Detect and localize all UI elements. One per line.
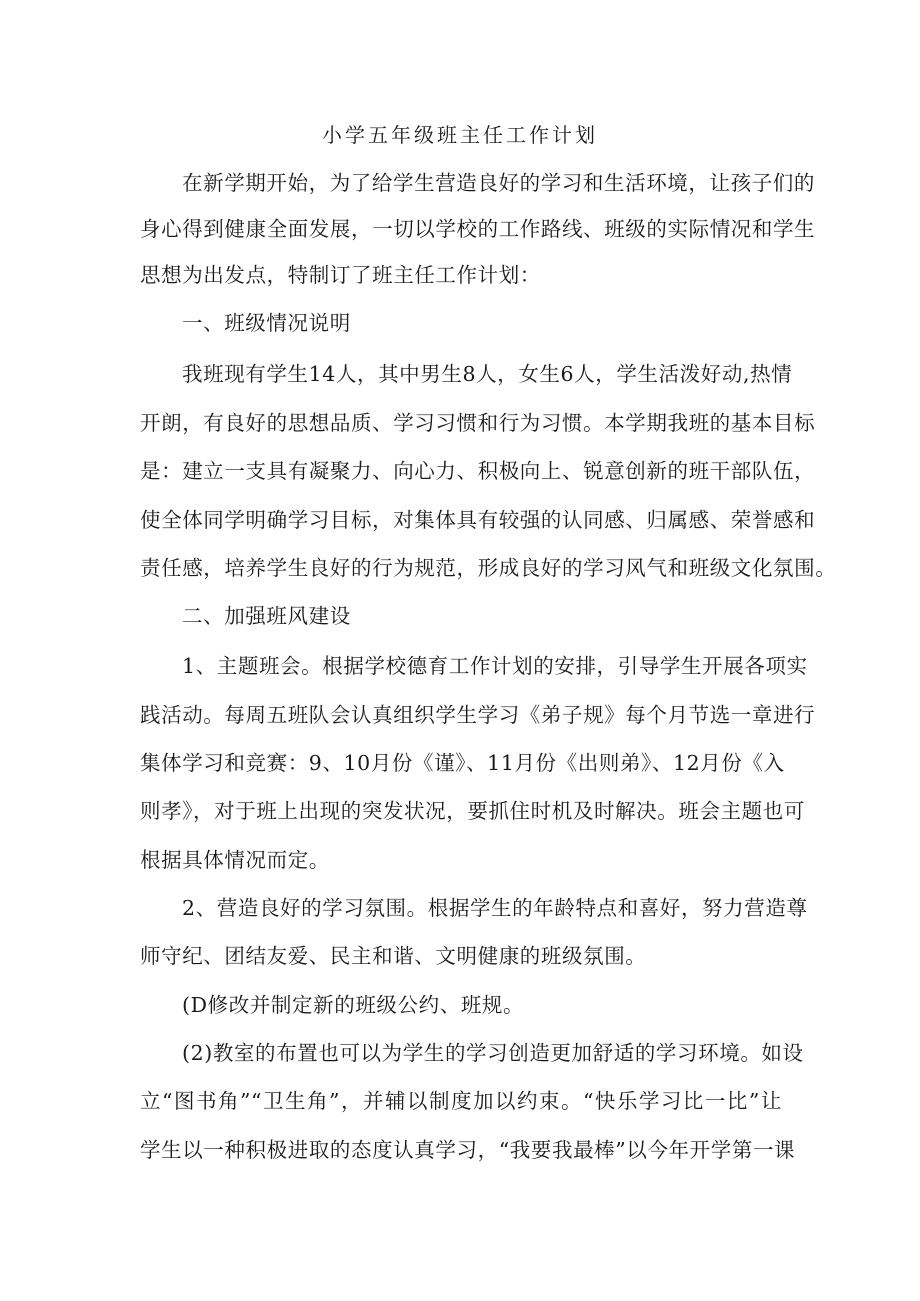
paragraph-line: 开朗，有良好的思想品质、学习习惯和行为习惯。本学期我班的基本目标 — [140, 411, 816, 435]
paragraph-line: 在新学期开始，为了给学生营造良好的学习和生活环境，让孩子们的 — [182, 171, 815, 195]
paragraph-line: 立“图书角”“卫生角”，并辅以制度加以约束。“快乐学习比一比”让 — [140, 1089, 782, 1113]
paragraph-line: 根据具体情况而定。 — [140, 848, 330, 872]
section-heading: 一、班级情况说明 — [182, 311, 351, 335]
paragraph-line: 使全体同学明确学习目标，对集体具有较强的认同感、归属感、荣誉感和 — [140, 508, 816, 532]
paragraph-line: 践活动。每周五班队会认真组织学生学习《弟子规》每个月节选一章进行 — [140, 703, 816, 727]
paragraph-line: 2、营造良好的学习氛围。根据学生的年龄特点和喜好，努力营造尊 — [182, 896, 808, 920]
paragraph-line: 则孝》，对于班上出现的突发状况，要抓住时机及时解决。班会主题也可 — [140, 799, 805, 823]
list-item: (D修改并制定新的班级公约、班规。 — [182, 993, 525, 1017]
paragraph-line: 学生以一种积极进取的态度认真学习，“我要我最棒”以今年开学第一课 — [140, 1138, 796, 1162]
paragraph-line: 是：建立一支具有凝聚力、向心力、积极向上、锐意创新的班干部队伍， — [140, 459, 816, 483]
list-item: (2)教室的布置也可以为学生的学习创造更加舒适的学习环境。如设 — [182, 1041, 804, 1065]
paragraph-line: 1、主题班会。根据学校德育工作计划的安排，引导学生开展各项实 — [182, 654, 808, 678]
paragraph-line: 思想为出发点，特制订了班主任工作计划： — [140, 263, 541, 287]
section-heading: 二、加强班风建设 — [182, 604, 351, 628]
paragraph-line: 责任感，培养学生良好的行为规范，形成良好的学习风气和班级文化氛围。 — [140, 556, 837, 580]
paragraph-line: 我班现有学生14人，其中男生8人，女生6人，学生活泼好动,热情 — [182, 362, 793, 386]
paragraph-line: 身心得到健康全面发展，一切以学校的工作路线、班级的实际情况和学生 — [140, 217, 816, 241]
paragraph-line: 师守纪、团结友爱、民主和谐、文明健康的班级氛围。 — [140, 944, 647, 968]
paragraph-line: 集体学习和竞赛：9、10月份《谨》、11月份《出则弟》、12月份《入 — [140, 751, 785, 775]
document-title: 小学五年级班主任工作计划 — [322, 123, 598, 147]
